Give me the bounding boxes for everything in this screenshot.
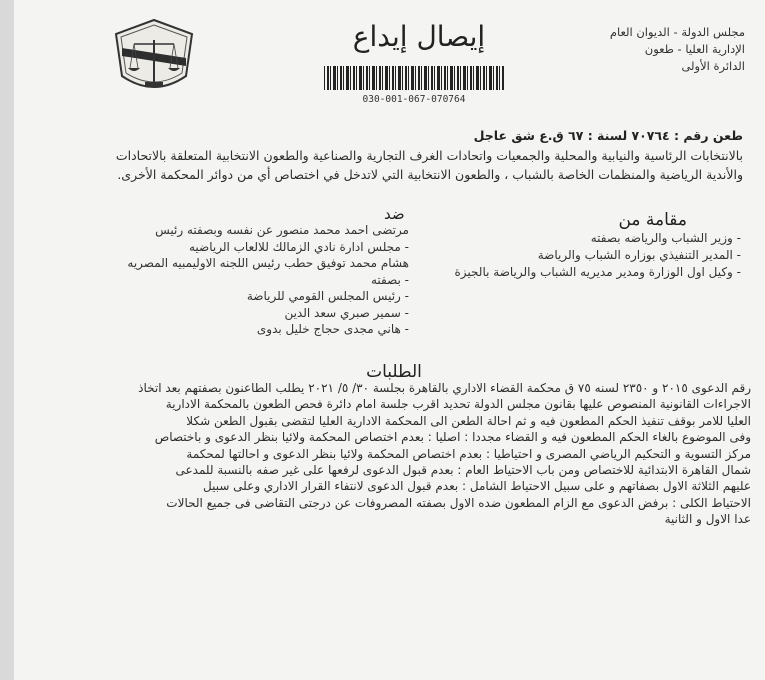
request-line: رقم الدعوى ٢٠١٥ و ٢٣٥٠ لسنه ٧٥ ق محكمة القضاء الاداري بالقاهرة بجلسة ٣٠/ ٥/ ٢٠٢١ يطلب الطاعنون بصفتهم بعد اتخاذ [138,381,751,395]
defendant-item: مرتضى احمد محمد منصور عن نفسه وبصفته رئيس [155,223,409,237]
request-line: شمال القاهرة الابتدائية للاختصاص ومن باب الاحتياط العام : بعدم قبول الدعوى لرفعها على غير صفه بالنسبة للمدعى [175,463,751,478]
receipt-title: إيصال إيداع [352,20,486,53]
barcode [324,66,504,90]
defendants-heading: ضد [384,205,405,223]
court-line-3: الدائرة الأولى [681,59,745,73]
defendant-item: هشام محمد توفيق حطب رئيس اللجنه الاوليمبيه المصريه [127,256,409,270]
document-page [14,0,765,680]
subject-line: بالانتخابات الرئاسية والنيابية والمحلية والجمعيات واتحادات الغرف التجارية والصناعية والطعون الانتخابية المتعلقة بالاتحادات [115,148,743,163]
request-line: الاجراءات القانونية المنصوص عليها بقانون مجلس الدولة تحديد اقرب جلسة امام دائرة فحص الطعون بالمحكمة الادارية [165,397,751,412]
defendant-item: - مجلس ادارة نادي الزمالك للالعاب الرياضيه [188,239,409,254]
appeal-number: طعن رقم : ٧٠٧٦٤ لسنة : ٦٧ ق.ع شق عاجل [473,128,743,143]
court-line-2: الإدارية العليا - طعون [644,42,745,56]
requests-paragraph [23,380,751,528]
subject-paragraph [23,146,743,184]
plaintiff-item: - وزير الشباب والرياضه بصفته [590,231,741,245]
requests-heading: الطلبات [366,362,422,382]
request-line: عليهم الثلاثة الاول بصفاتهم و على سبيل الاحتياط الشامل : بعدم قبول الدعوى لانتفاء القرار الاداري وعلى سبيل [202,479,751,494]
request-line: الاحتياط الكلى : برفض الدعوى مع الزام المطعون ضده الاول بصفته المصروفات عن درجتى التقاضى فى جميع الحالات [166,495,751,510]
plaintiff-item: - المدير التنفيذي بوزاره الشباب والرياضة [537,248,741,262]
request-line: عدا الاول و الثانية [664,512,751,527]
court-header [555,24,745,75]
defendant-item: - رئيس المجلس القومي للرياضة [246,289,409,303]
plaintiff-item: - وكيل اول الوزارة ومدير مديريه الشباب والرياضة بالجيزة [454,265,741,279]
plaintiffs-heading: مقامة من [618,210,687,230]
subject-line: والأندية الرياضية والمنظمات الخاصة بالشباب ، والطعون الانتخابية التي لاتدخل في اختصاص أي من دوائر المحكمة الأخرى. [117,167,743,182]
defendant-item: - هاني مجدى حجاج خليل بدوى [256,322,409,336]
defendant-item: - سمير صبري سعد الدين [284,305,409,320]
state-council-logo [112,18,196,98]
court-line-1: مجلس الدولة - الديوان العام [609,25,745,39]
request-line: مركز التسوية و التحكيم الرياضي المصرى و احتياطيا : بعدم اختصاص المحكمة ولائيا بنظر الدعوى و احالتها لمحكمة [186,446,751,461]
barcode-number: 030-001-067-070764 [362,94,466,105]
defendant-item: - بصفته [370,272,409,287]
defendants-list [99,222,409,338]
request-line: العليا للامر بوقف تنفيذ الحكم المطعون فيه و ثم احالة الطعن الى المحكمة الادارية العليا لتقضى بقبول الطعن شكلا [186,413,751,428]
plaintiffs-list [441,230,741,281]
request-line: وفى الموضوع بالغاء الحكم المطعون فيه و القضاء مجددا : اصليا : بعدم اختصاص المحكمة ولائيا بنظر الدعوى و باختصاص [154,430,751,445]
